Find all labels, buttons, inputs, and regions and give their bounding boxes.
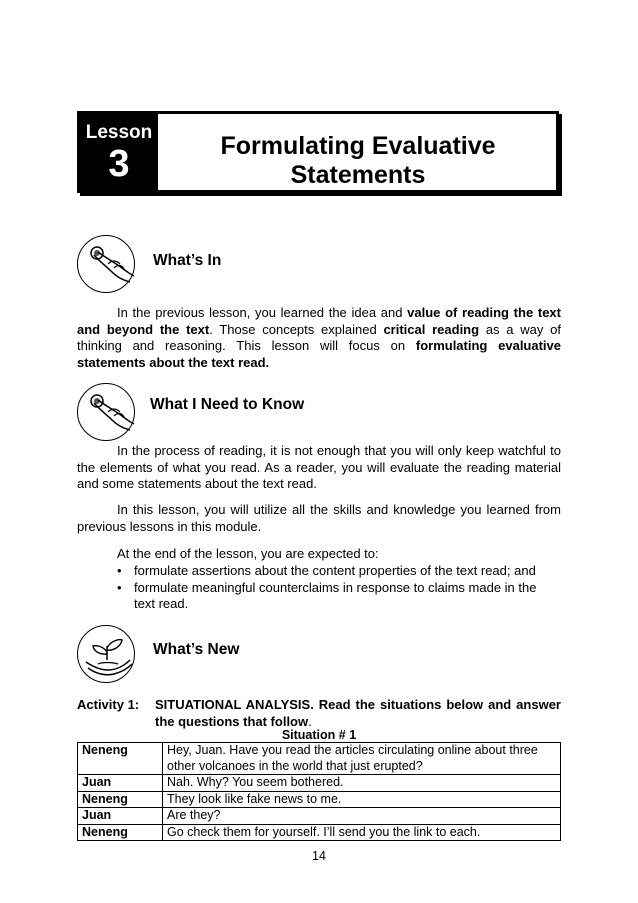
line-cell: Go check them for yourself. I’ll send you the link to each. <box>163 824 561 841</box>
lesson-number-tag <box>80 114 158 190</box>
text-segment: . Those concepts explained <box>209 321 384 337</box>
table-row <box>78 791 561 808</box>
whats-in-heading: What’s In <box>153 252 222 269</box>
speaker-cell: Juan <box>78 808 163 825</box>
sprout-in-hands-icon <box>77 625 135 683</box>
list-item <box>117 563 561 580</box>
whats-in-paragraph <box>77 305 561 371</box>
bullet-icon: • <box>117 579 122 595</box>
table-row <box>78 824 561 841</box>
table-row <box>78 743 561 775</box>
need-to-know-heading: What I Need to Know <box>150 396 305 413</box>
table-row <box>78 808 561 825</box>
whats-new-heading: What’s New <box>153 641 240 658</box>
paragraph-text: At the end of the lesson, you are expected to: <box>117 546 379 561</box>
activity-instructions <box>155 697 561 730</box>
lesson-title <box>160 132 556 190</box>
paragraph-text: In the process of reading, it is not enough that you will only keep watchful to the elements of what you read. As a reader, you will evaluate the reading material and some statements about the text read. <box>77 443 561 491</box>
activity-period: . <box>308 713 312 729</box>
text-segment: as a way of thinking and reasoning. This lesson will focus on <box>77 321 561 353</box>
situation-title: Situation # 1 <box>281 728 357 742</box>
speaker-cell: Neneng <box>78 791 163 808</box>
text-segment: In the previous lesson, you learned the idea and <box>117 305 408 320</box>
list-item-text: formulate meaningful counterclaims in response to claims made in the text read. <box>134 579 537 611</box>
lesson-title-line2: Statements <box>290 161 426 189</box>
line-cell: Are they? <box>163 808 561 825</box>
speaker-cell: Neneng <box>78 824 163 841</box>
dialog-table <box>77 742 561 841</box>
bullet-icon: • <box>117 563 122 578</box>
objectives-list <box>117 563 561 613</box>
need-to-know-paragraph-2 <box>77 502 561 535</box>
hand-pointing-icon <box>77 235 135 293</box>
hand-pointing-icon <box>77 383 135 441</box>
bold-phrase: formulating evaluative statements about the text read. <box>77 338 561 370</box>
bold-phrase: value of reading the text and beyond the text <box>77 305 561 337</box>
page-number: 14 <box>312 849 326 863</box>
need-to-know-paragraph-1 <box>77 443 561 493</box>
line-cell: Nah. Why? You seem bothered. <box>163 775 561 792</box>
paragraph-text: In this lesson, you will utilize all the skills and knowledge you learned from previous lessons in this module. <box>77 502 561 534</box>
activity-label: Activity 1: <box>77 697 140 712</box>
lesson-title-line1: Formulating Evaluative <box>220 132 496 160</box>
list-item-text: formulate assertions about the content properties of the text read; and <box>134 563 536 578</box>
bold-phrase: critical reading <box>383 321 480 337</box>
need-to-know-paragraph-3 <box>77 546 561 563</box>
activity-text: SITUATIONAL ANALYSIS. Read the situations below and answer the questions that follow <box>155 697 561 729</box>
lesson-header <box>77 111 559 193</box>
lesson-word: Lesson <box>85 122 153 143</box>
line-cell: Hey, Juan. Have you read the articles circulating online about three other volcanoes in the world that just erupted? <box>163 743 561 775</box>
list-item <box>117 580 561 613</box>
lesson-number: 3 <box>108 143 130 185</box>
speaker-cell: Juan <box>78 775 163 792</box>
table-row <box>78 775 561 792</box>
line-cell: They look like fake news to me. <box>163 791 561 808</box>
speaker-cell: Neneng <box>78 743 163 775</box>
